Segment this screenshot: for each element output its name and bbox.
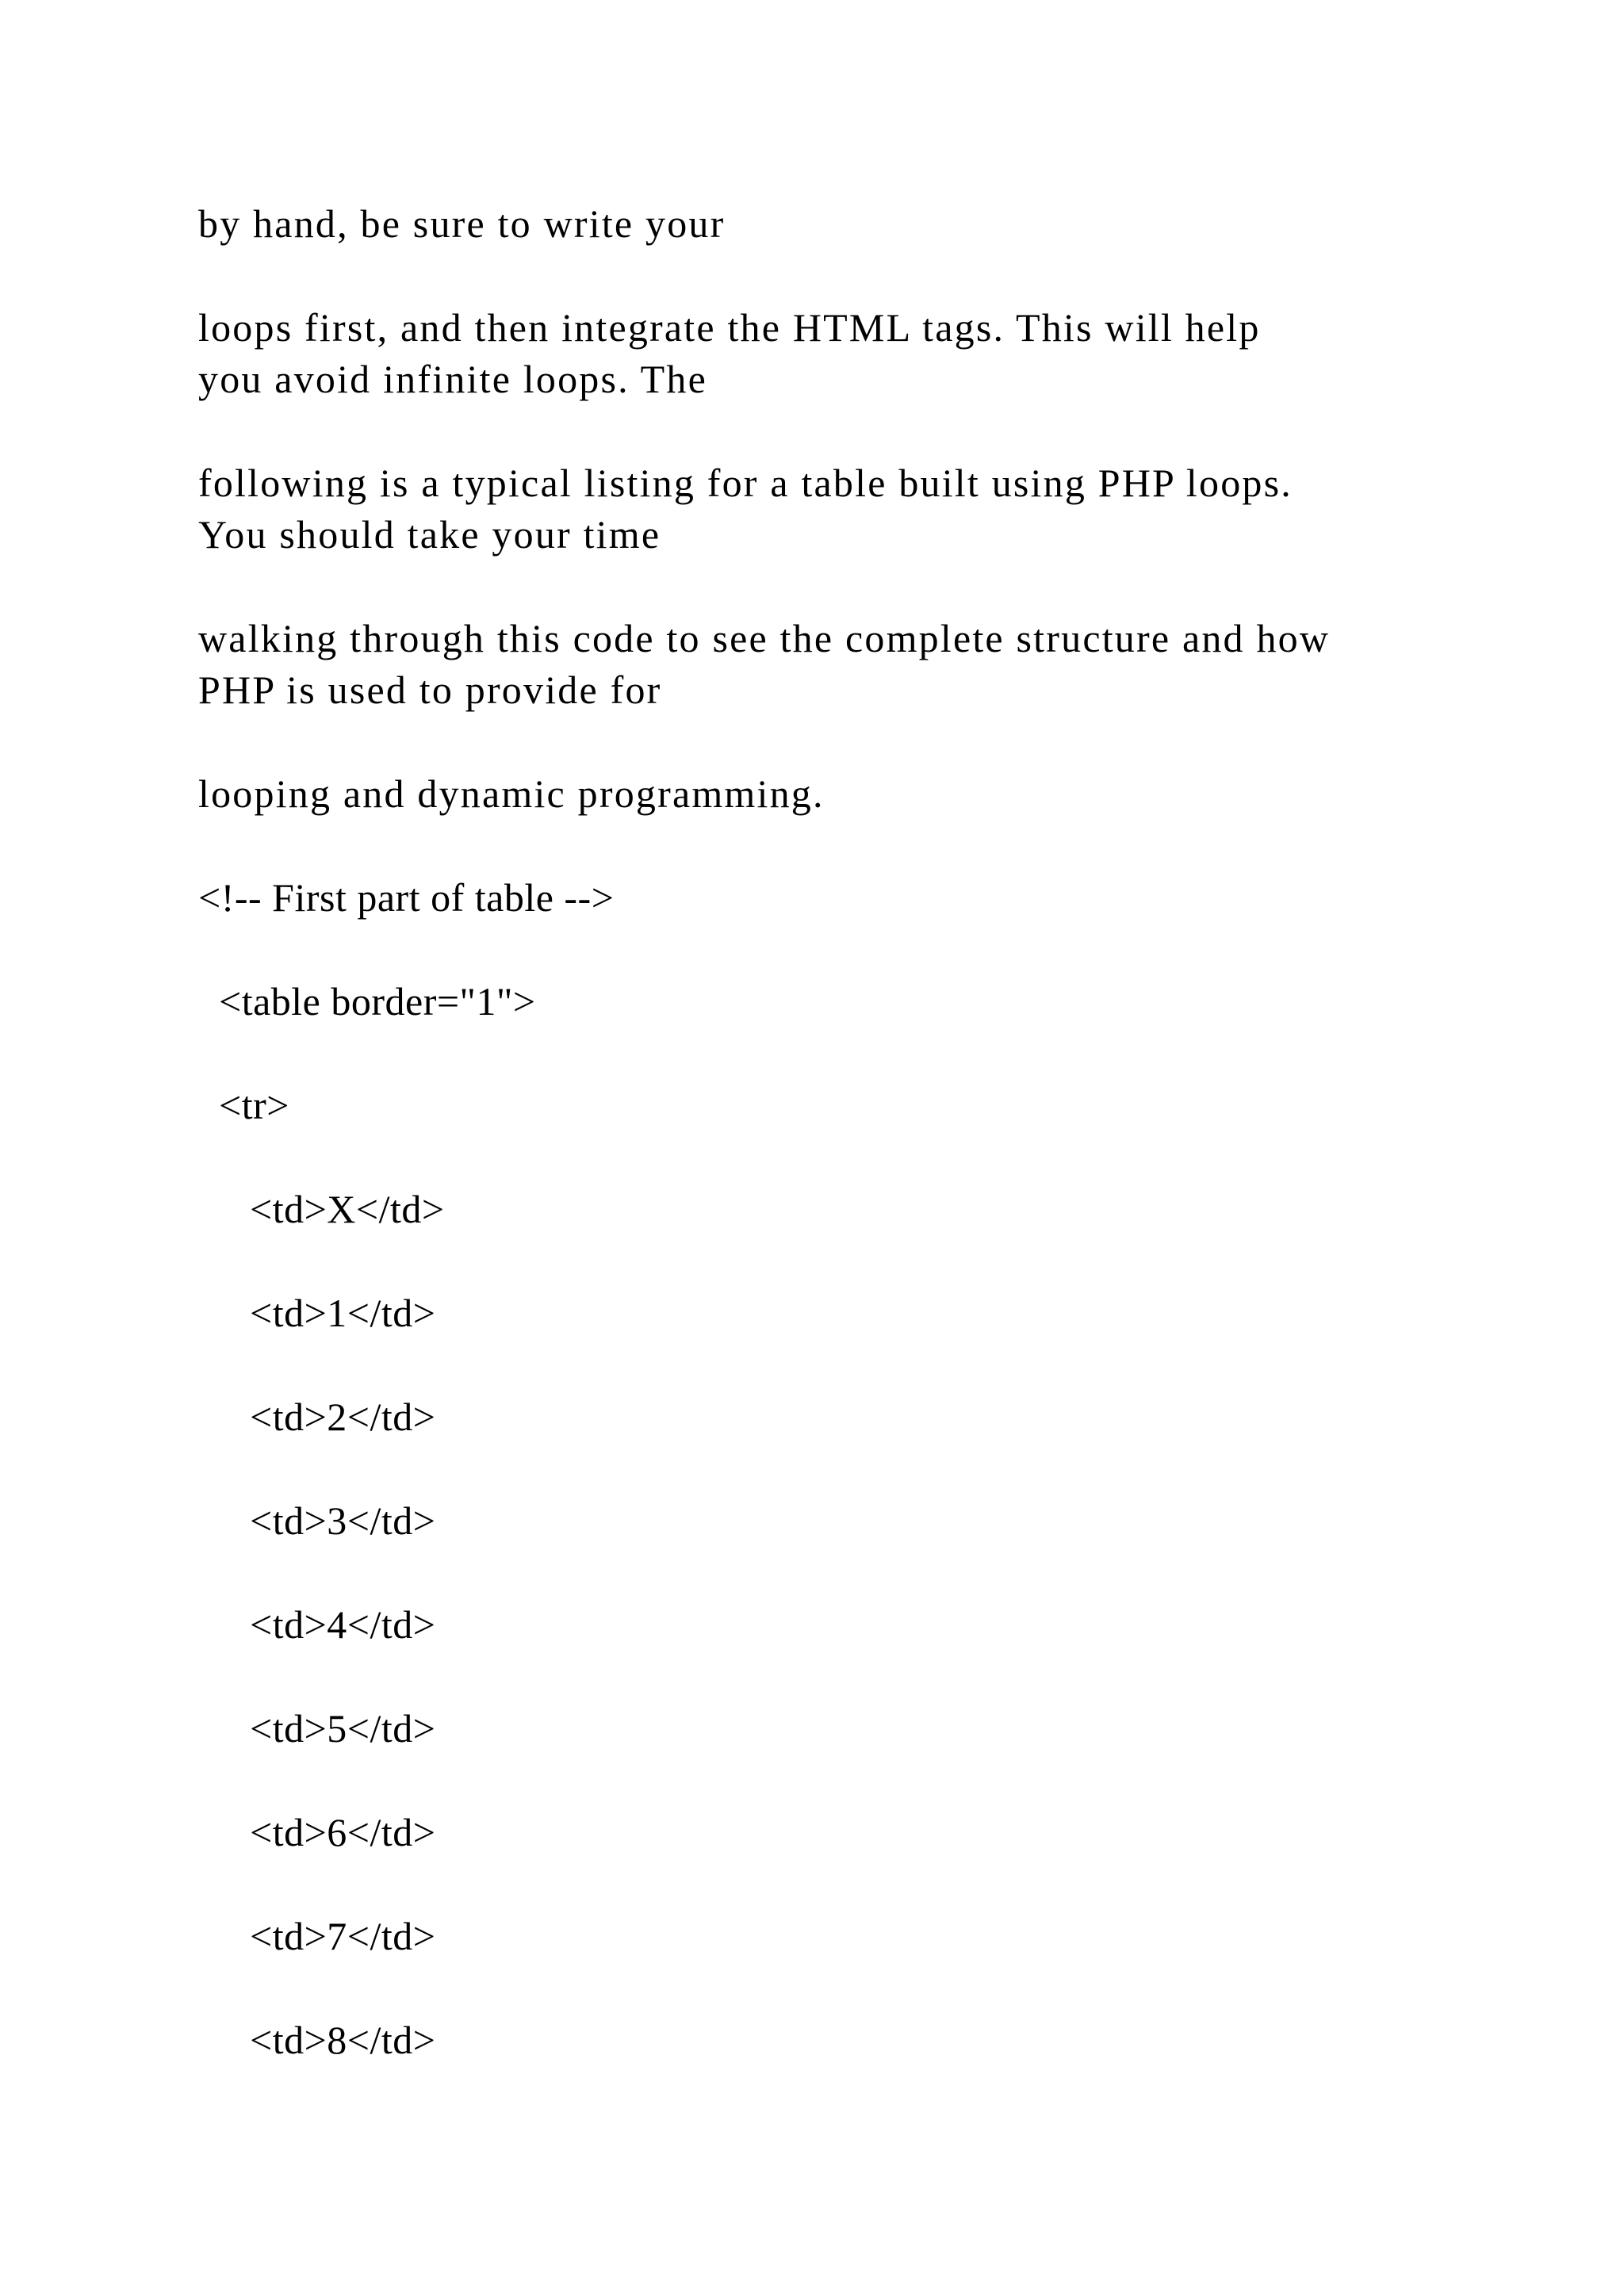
code-line: <table border="1"> bbox=[198, 979, 536, 1024]
code-line: <td>1</td> bbox=[198, 1291, 436, 1335]
paragraph-line: looping and dynamic programming. bbox=[198, 771, 825, 816]
paragraph-line: walking through this code to see the complete structure and how bbox=[198, 616, 1331, 660]
code-line: <td>6</td> bbox=[198, 1810, 436, 1854]
paragraph-line: loops first, and then integrate the HTML tags. This will help bbox=[198, 305, 1261, 350]
paragraph-line: following is a typical listing for a table built using PHP loops. bbox=[198, 461, 1293, 505]
code-line: <td>3</td> bbox=[198, 1498, 436, 1543]
code-line: <td>5</td> bbox=[198, 1706, 436, 1751]
code-line: <td>2</td> bbox=[198, 1395, 436, 1439]
code-line: <td>X</td> bbox=[198, 1187, 445, 1231]
code-line: <td>8</td> bbox=[198, 2018, 436, 2062]
paragraph-line: You should take your time bbox=[198, 512, 661, 557]
code-comment-line: <!-- First part of table --> bbox=[198, 875, 615, 920]
paragraph-line: by hand, be sure to write your bbox=[198, 201, 726, 246]
code-line: <td>7</td> bbox=[198, 1914, 436, 1958]
code-line: <td>4</td> bbox=[198, 1602, 436, 1647]
paragraph-line: you avoid infinite loops. The bbox=[198, 357, 707, 401]
code-line: <tr> bbox=[198, 1083, 289, 1127]
paragraph-line: PHP is used to provide for bbox=[198, 668, 662, 712]
